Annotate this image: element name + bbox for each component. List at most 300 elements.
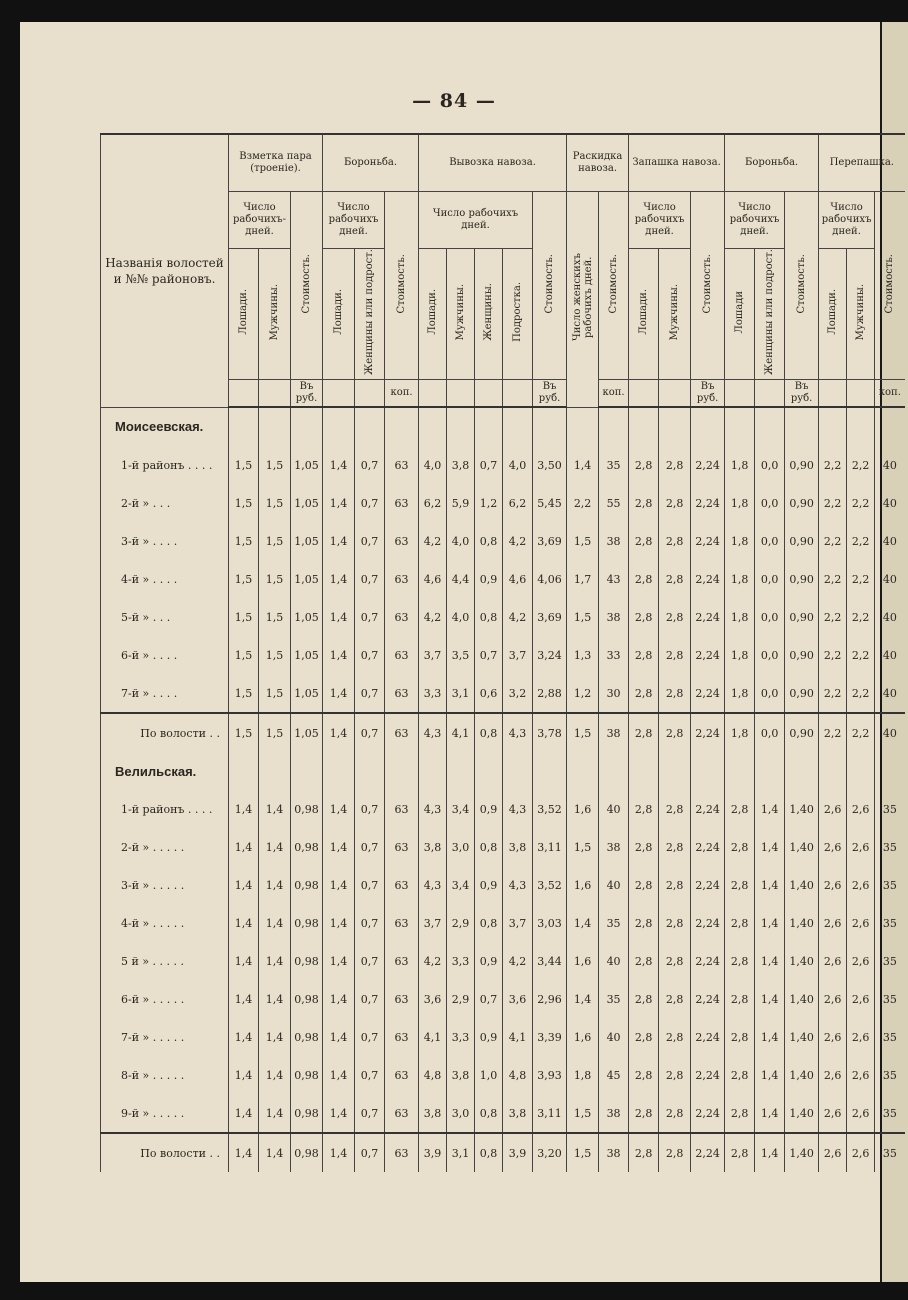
table-cell: 2,8 — [659, 446, 691, 484]
table-cell: 1,5 — [259, 674, 291, 713]
table-cell: 40 — [875, 674, 905, 713]
table-cell: 1,4 — [259, 1018, 291, 1056]
header-cost-column — [385, 192, 419, 380]
table-cell: 35 — [875, 790, 905, 828]
table-cell: 1,40 — [785, 1133, 819, 1172]
table-cell: 1,2 — [475, 484, 503, 522]
table-cell-empty — [259, 407, 291, 446]
table-cell: 1,4 — [323, 1056, 355, 1094]
header-column — [847, 249, 875, 380]
table-cell: 1,5 — [259, 446, 291, 484]
table-cell: 2,8 — [659, 1056, 691, 1094]
table-cell: 3,7 — [503, 636, 533, 674]
table-cell: 3,0 — [447, 1094, 475, 1133]
table-cell: 1,8 — [725, 560, 755, 598]
header-column-label: Число женскихъ рабочихъ дней. — [571, 253, 594, 342]
table-cell: 4,2 — [419, 598, 447, 636]
table-cell: 2,2 — [847, 560, 875, 598]
table-cell: 2,24 — [691, 1094, 725, 1133]
header-column — [629, 249, 659, 380]
header-column — [323, 249, 355, 380]
table-cell: 63 — [385, 446, 419, 484]
table-cell: 63 — [385, 636, 419, 674]
table-cell: 2,6 — [847, 790, 875, 828]
district-name: 5 й » . . . . . — [101, 942, 229, 980]
header-column-label: Подростка. — [512, 282, 524, 342]
table-cell: 2,24 — [691, 942, 725, 980]
table-cell: 2,2 — [847, 522, 875, 560]
header-group-title: Бороньба. — [323, 134, 419, 192]
table-cell: 1,40 — [785, 790, 819, 828]
table-row — [101, 1018, 905, 1056]
header-unit-empty — [355, 380, 385, 408]
table-cell: 3,93 — [533, 1056, 567, 1094]
table-cell: 3,8 — [419, 828, 447, 866]
table-cell: 2,88 — [533, 674, 567, 713]
table-cell-empty — [725, 752, 755, 790]
table-cell: 4,2 — [503, 522, 533, 560]
table-cell-empty — [447, 752, 475, 790]
table-cell: 2,24 — [691, 484, 725, 522]
table-cell-empty — [385, 752, 419, 790]
table-cell: 2,8 — [629, 484, 659, 522]
header-unit-empty — [323, 380, 355, 408]
table-cell: 3,7 — [419, 904, 447, 942]
table-cell-empty — [229, 407, 259, 446]
header-column-label: Мужчины. — [455, 283, 467, 341]
table-cell: 63 — [385, 866, 419, 904]
table-cell: 1,4 — [755, 1056, 785, 1094]
table-cell: 63 — [385, 942, 419, 980]
table-cell: 40 — [875, 636, 905, 674]
header-column-label: Стоимость. — [796, 253, 808, 314]
table-cell: 2,2 — [819, 522, 847, 560]
table-cell: 0,0 — [755, 522, 785, 560]
table-cell: 0,8 — [475, 598, 503, 636]
table-cell: 2,8 — [629, 828, 659, 866]
table-cell: 2,6 — [819, 866, 847, 904]
table-cell: 40 — [875, 522, 905, 560]
table-cell: 4,0 — [419, 446, 447, 484]
table-cell: 40 — [599, 790, 629, 828]
table-cell: 2,2 — [819, 636, 847, 674]
table-cell: 2,2 — [819, 446, 847, 484]
table-cell: 0,7 — [355, 522, 385, 560]
header-subtitle: Число рабочихъ дней. — [725, 192, 785, 249]
table-cell: 3,3 — [447, 942, 475, 980]
table-cell: 1,40 — [785, 1094, 819, 1133]
table-cell: 4,3 — [419, 713, 447, 752]
header-column — [659, 249, 691, 380]
table-cell: 35 — [599, 446, 629, 484]
table-cell-empty — [259, 752, 291, 790]
table-cell: 4,0 — [447, 598, 475, 636]
table-cell: 2,6 — [847, 1018, 875, 1056]
table-cell: 2,6 — [847, 980, 875, 1018]
table-cell: 2,8 — [629, 1133, 659, 1172]
table-cell: 40 — [599, 1018, 629, 1056]
table-cell-empty — [659, 407, 691, 446]
table-cell: 1,5 — [259, 522, 291, 560]
table-cell: 2,8 — [659, 1133, 691, 1172]
table-cell: 5,45 — [533, 484, 567, 522]
header-unit-empty — [447, 380, 475, 408]
table-cell: 2,6 — [819, 980, 847, 1018]
table-cell: 2,8 — [629, 713, 659, 752]
header-group-title: Бороньба. — [725, 134, 819, 192]
table-cell: 2,24 — [691, 446, 725, 484]
agricultural-labor-table — [100, 133, 905, 1172]
table-cell: 2,6 — [847, 866, 875, 904]
table-cell: 0,98 — [291, 1056, 323, 1094]
table-cell: 0,98 — [291, 980, 323, 1018]
table-cell: 35 — [875, 866, 905, 904]
table-cell: 2,8 — [629, 522, 659, 560]
table-cell: 2,8 — [629, 598, 659, 636]
table-cell: 1,4 — [755, 904, 785, 942]
header-cost-column — [291, 192, 323, 380]
table-cell: 1,4 — [323, 674, 355, 713]
table-cell: 1,4 — [259, 828, 291, 866]
header-column-label: Мужчины. — [669, 283, 681, 341]
table-cell: 1,5 — [259, 598, 291, 636]
table-cell: 63 — [385, 674, 419, 713]
table-cell: 1,4 — [567, 980, 599, 1018]
table-cell: 6,2 — [503, 484, 533, 522]
table-cell: 1,4 — [323, 560, 355, 598]
table-cell: 2,8 — [659, 904, 691, 942]
table-cell: 63 — [385, 560, 419, 598]
table-cell: 4,3 — [419, 866, 447, 904]
table-cell: 1,4 — [229, 1094, 259, 1133]
table-cell: 1,05 — [291, 446, 323, 484]
table-cell: 1,05 — [291, 674, 323, 713]
table-cell: 4,0 — [503, 446, 533, 484]
table-cell: 1,40 — [785, 904, 819, 942]
table-cell: 35 — [875, 1094, 905, 1133]
table-cell: 4,6 — [419, 560, 447, 598]
table-cell: 1,4 — [323, 713, 355, 752]
table-cell: 1,3 — [567, 636, 599, 674]
table-cell: 4,1 — [419, 1018, 447, 1056]
table-cell: 35 — [599, 980, 629, 1018]
table-cell: 2,8 — [725, 866, 755, 904]
table-cell: 3,9 — [503, 1133, 533, 1172]
table-cell: 1,4 — [567, 904, 599, 942]
table-row — [101, 446, 905, 484]
table-row — [101, 598, 905, 636]
header-column-label: Стоимость. — [702, 253, 714, 314]
table-row — [101, 522, 905, 560]
table-cell: 1,6 — [567, 866, 599, 904]
header-subtitle: Число рабочихъ дней. — [629, 192, 691, 249]
header-subtitle: Число рабочихъ дней. — [323, 192, 385, 249]
table-cell: 2,6 — [847, 1133, 875, 1172]
table-cell: 2,8 — [629, 942, 659, 980]
table-cell: 2,8 — [629, 446, 659, 484]
table-cell: 1,4 — [755, 866, 785, 904]
header-column — [355, 249, 385, 380]
table-cell: 3,52 — [533, 790, 567, 828]
table-cell: 1,4 — [323, 828, 355, 866]
header-column — [599, 192, 629, 380]
table-cell: 2,8 — [629, 674, 659, 713]
table-row — [101, 484, 905, 522]
table-cell: 1,5 — [567, 713, 599, 752]
table-cell: 63 — [385, 1094, 419, 1133]
table-cell: 2,8 — [629, 980, 659, 1018]
table-cell: 0,7 — [355, 904, 385, 942]
header-unit-empty — [629, 380, 659, 408]
table-cell: 3,3 — [447, 1018, 475, 1056]
table-cell: 1,8 — [725, 522, 755, 560]
table-cell: 2,6 — [847, 904, 875, 942]
table-cell-empty — [419, 752, 447, 790]
header-column-label: Стоимость. — [544, 253, 556, 314]
table-cell: 1,4 — [755, 1094, 785, 1133]
table-cell: 3,11 — [533, 1094, 567, 1133]
header-column-label: Лошади. — [638, 289, 650, 335]
table-cell: 3,03 — [533, 904, 567, 942]
table-cell: 2,8 — [629, 790, 659, 828]
table-cell: 2,2 — [847, 484, 875, 522]
header-unit: коп. — [599, 380, 629, 408]
district-name: 8-й » . . . . . — [101, 1056, 229, 1094]
table-cell: 38 — [599, 1094, 629, 1133]
table-cell: 2,6 — [819, 1094, 847, 1133]
table-cell: 1,4 — [229, 1133, 259, 1172]
table-cell-empty — [659, 752, 691, 790]
table-cell: 35 — [875, 1056, 905, 1094]
region-name: Моисеевская. — [101, 407, 229, 446]
table-cell: 1,4 — [323, 446, 355, 484]
header-column-label: Женщины или подрост. — [364, 249, 376, 376]
table-cell: 3,2 — [503, 674, 533, 713]
table-cell: 1,4 — [755, 942, 785, 980]
table-cell-empty — [475, 752, 503, 790]
table-cell: 2,24 — [691, 522, 725, 560]
table-cell: 2,8 — [725, 790, 755, 828]
table-cell-empty — [447, 407, 475, 446]
header-unit: Въ руб. — [533, 380, 567, 408]
table-cell: 0,8 — [475, 522, 503, 560]
table-cell: 1,4 — [755, 1018, 785, 1056]
table-cell: 35 — [875, 980, 905, 1018]
table-cell: 1,40 — [785, 828, 819, 866]
table-cell: 0,0 — [755, 484, 785, 522]
district-name: 1-й районъ . . . . — [101, 790, 229, 828]
table-cell: 1,6 — [567, 790, 599, 828]
header-unit: Въ руб. — [691, 380, 725, 408]
table-cell: 0,8 — [475, 713, 503, 752]
table-cell: 63 — [385, 1018, 419, 1056]
table-cell-empty — [755, 407, 785, 446]
table-cell: 0,0 — [755, 713, 785, 752]
table-cell: 0,9 — [475, 866, 503, 904]
table-cell: 2,24 — [691, 904, 725, 942]
table-cell: 1,5 — [567, 1094, 599, 1133]
table-cell: 1,5 — [567, 522, 599, 560]
table-cell: 0,8 — [475, 1094, 503, 1133]
table-cell: 4,2 — [503, 942, 533, 980]
table-row — [101, 828, 905, 866]
table-cell: 0,90 — [785, 446, 819, 484]
table-cell: 38 — [599, 1133, 629, 1172]
table-cell: 0,7 — [475, 446, 503, 484]
table-cell: 3,5 — [447, 636, 475, 674]
district-name: 2-й » . . . . . — [101, 828, 229, 866]
table-cell: 4,3 — [419, 790, 447, 828]
header-unit-empty — [475, 380, 503, 408]
table-row — [101, 790, 905, 828]
table-cell: 4,4 — [447, 560, 475, 598]
header-unit: коп. — [385, 380, 419, 408]
table-cell-empty — [819, 407, 847, 446]
table-cell-empty — [725, 407, 755, 446]
table-cell: 1,8 — [567, 1056, 599, 1094]
table-cell: 0,7 — [355, 484, 385, 522]
table-cell: 0,7 — [475, 636, 503, 674]
table-cell: 1,05 — [291, 598, 323, 636]
table-cell: 0,7 — [355, 1018, 385, 1056]
table-cell: 0,7 — [355, 1133, 385, 1172]
header-column-label: Лошади. — [827, 289, 839, 335]
district-name: 7-й » . . . . — [101, 674, 229, 713]
table-cell: 1,4 — [323, 980, 355, 1018]
table-cell: 1,4 — [229, 866, 259, 904]
table-cell: 3,8 — [419, 1094, 447, 1133]
table-cell: 1,5 — [259, 636, 291, 674]
table-cell-empty — [819, 752, 847, 790]
header-unit: Въ руб. — [785, 380, 819, 408]
table-cell: 3,0 — [447, 828, 475, 866]
table-cell: 2,8 — [725, 942, 755, 980]
table-cell: 1,4 — [229, 1056, 259, 1094]
table-cell: 0,7 — [355, 674, 385, 713]
table-cell: 1,4 — [755, 1133, 785, 1172]
table-cell: 2,8 — [659, 636, 691, 674]
table-cell: 0,7 — [355, 942, 385, 980]
table-cell: 1,5 — [567, 598, 599, 636]
table-cell: 1,05 — [291, 560, 323, 598]
table-cell-empty — [291, 407, 323, 446]
table-cell: 1,6 — [567, 1018, 599, 1056]
table-cell: 1,4 — [229, 790, 259, 828]
table-cell: 0,98 — [291, 1133, 323, 1172]
header-column — [819, 249, 847, 380]
table-cell: 2,8 — [629, 866, 659, 904]
table-cell: 4,1 — [447, 713, 475, 752]
table-cell: 3,69 — [533, 598, 567, 636]
table-cell: 0,9 — [475, 790, 503, 828]
table-cell: 1,4 — [323, 636, 355, 674]
table-cell: 4,3 — [503, 713, 533, 752]
table-cell: 0,9 — [475, 942, 503, 980]
table-cell: 0,0 — [755, 598, 785, 636]
header-unit-empty — [503, 380, 533, 408]
table-cell: 40 — [875, 446, 905, 484]
header-column-label: Стоимость. — [396, 253, 408, 314]
table-cell: 2,24 — [691, 636, 725, 674]
table-cell: 1,5 — [229, 560, 259, 598]
district-name: 7-й » . . . . . — [101, 1018, 229, 1056]
header-column — [475, 249, 503, 380]
header-cost-column — [785, 192, 819, 380]
table-cell-empty — [419, 407, 447, 446]
table-cell: 2,8 — [629, 1056, 659, 1094]
table-cell: 1,8 — [725, 446, 755, 484]
table-cell: 0,8 — [475, 1133, 503, 1172]
table-row — [101, 866, 905, 904]
table-cell: 2,8 — [659, 713, 691, 752]
table-cell: 2,8 — [629, 904, 659, 942]
table-cell: 2,2 — [819, 560, 847, 598]
table-cell: 40 — [875, 713, 905, 752]
header-unit-empty — [725, 380, 755, 408]
table-cell: 0,7 — [355, 1094, 385, 1133]
table-cell: 1,5 — [229, 674, 259, 713]
table-cell: 1,4 — [323, 790, 355, 828]
table-cell-empty — [533, 407, 567, 446]
table-cell: 35 — [599, 904, 629, 942]
table-cell: 45 — [599, 1056, 629, 1094]
district-name: 6-й » . . . . . — [101, 980, 229, 1018]
table-cell: 2,24 — [691, 866, 725, 904]
table-cell: 2,24 — [691, 828, 725, 866]
header-name-column: Названія волостей и №№ районовъ. — [101, 134, 229, 407]
header-cost-column — [875, 192, 905, 380]
table-cell: 2,2 — [847, 674, 875, 713]
table-cell: 2,24 — [691, 980, 725, 1018]
table-cell-empty — [599, 752, 629, 790]
table-cell: 2,2 — [819, 598, 847, 636]
table-cell: 3,39 — [533, 1018, 567, 1056]
district-name: 5-й » . . . — [101, 598, 229, 636]
table-cell: 3,1 — [447, 674, 475, 713]
table-cell: 1,4 — [755, 790, 785, 828]
header-column — [503, 249, 533, 380]
table-cell: 0,90 — [785, 484, 819, 522]
table-cell-empty — [629, 407, 659, 446]
table-cell: 1,2 — [567, 674, 599, 713]
table-cell: 2,8 — [659, 1094, 691, 1133]
table-cell: 1,40 — [785, 942, 819, 980]
table-cell: 63 — [385, 522, 419, 560]
header-subtitle: Число рабочихъ-дней. — [229, 192, 291, 249]
table-cell: 1,4 — [259, 1094, 291, 1133]
table-cell: 0,98 — [291, 1094, 323, 1133]
header-unit: Въ руб. — [291, 380, 323, 408]
header-column — [567, 192, 599, 408]
table-row — [101, 560, 905, 598]
table-cell: 1,5 — [259, 560, 291, 598]
table-cell: 3,44 — [533, 942, 567, 980]
table-cell: 0,9 — [475, 1018, 503, 1056]
table-cell: 3,6 — [419, 980, 447, 1018]
table-cell: 1,4 — [229, 1018, 259, 1056]
table-cell: 3,4 — [447, 866, 475, 904]
table-cell: 1,5 — [229, 598, 259, 636]
table-row — [101, 1094, 905, 1133]
table-cell: 40 — [875, 560, 905, 598]
table-cell: 35 — [875, 1018, 905, 1056]
table-cell: 40 — [599, 866, 629, 904]
table-cell: 2,8 — [725, 1018, 755, 1056]
table-cell: 0,8 — [475, 904, 503, 942]
region-row — [101, 752, 905, 790]
table-cell: 4,2 — [419, 942, 447, 980]
header-column-label: Женщины. — [483, 283, 495, 341]
